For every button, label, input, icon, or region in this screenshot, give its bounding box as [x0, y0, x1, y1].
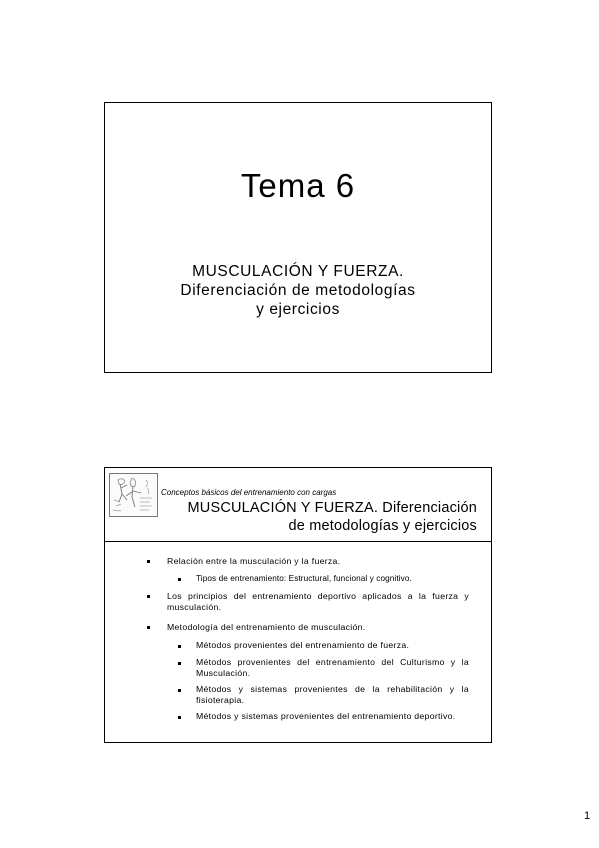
bullet-item [196, 640, 469, 651]
subtitle-line: MUSCULACIÓN Y FUERZA. [192, 263, 404, 280]
subtitle-line: Diferenciación de metodologías [180, 282, 416, 299]
heading-line: MUSCULACIÓN Y FUERZA. Diferenciación [187, 500, 477, 516]
bullet-text: Los principios del entrenamiento deportivo aplicados a la fuerza y musculación. [167, 591, 469, 612]
bullet-item [196, 573, 469, 584]
bullet-text: Tipos de entrenamiento: Estructural, funcional y cognitivo. [196, 574, 412, 583]
bullet-icon [178, 662, 181, 665]
bullet-icon [178, 578, 181, 581]
bullet-item [167, 622, 469, 633]
bullet-item [167, 591, 469, 613]
bullet-text: Relación entre la musculación y la fuerza. [167, 556, 341, 566]
bullet-icon [178, 645, 181, 648]
bullet-icon [178, 716, 181, 719]
bullet-icon [147, 560, 150, 563]
slide-subtitle [105, 262, 491, 319]
slide-heading [147, 499, 477, 535]
bullet-icon [147, 595, 150, 598]
page-number: 1 [584, 810, 591, 822]
bullet-item [196, 684, 469, 706]
bullet-text: Metodología del entrenamiento de musculación. [167, 622, 366, 632]
title-slide [104, 102, 492, 373]
bullet-item [196, 711, 469, 722]
bullet-icon [147, 626, 150, 629]
bullet-item [167, 556, 469, 567]
subtitle-line: y ejercicios [256, 301, 340, 318]
bullet-text: Métodos provenientes del entrenamiento de fuerza. [196, 640, 410, 650]
bullet-text: Métodos y sistemas provenientes del entrenamiento deportivo. [196, 711, 456, 721]
bullet-text: Métodos y sistemas provenientes de la rehabilitación y la fisioterapia. [196, 684, 469, 705]
heading-line: de metodologías y ejercicios [288, 518, 477, 534]
bullet-item [196, 657, 469, 679]
bullet-icon [178, 689, 181, 692]
content-slide [104, 467, 492, 743]
course-label: Conceptos básicos del entrenamiento con cargas [161, 488, 337, 497]
slide-title: Tema 6 [240, 167, 356, 204]
divider [105, 541, 491, 542]
bullet-text: Métodos provenientes del entrenamiento del Culturismo y la Musculación. [196, 657, 469, 678]
